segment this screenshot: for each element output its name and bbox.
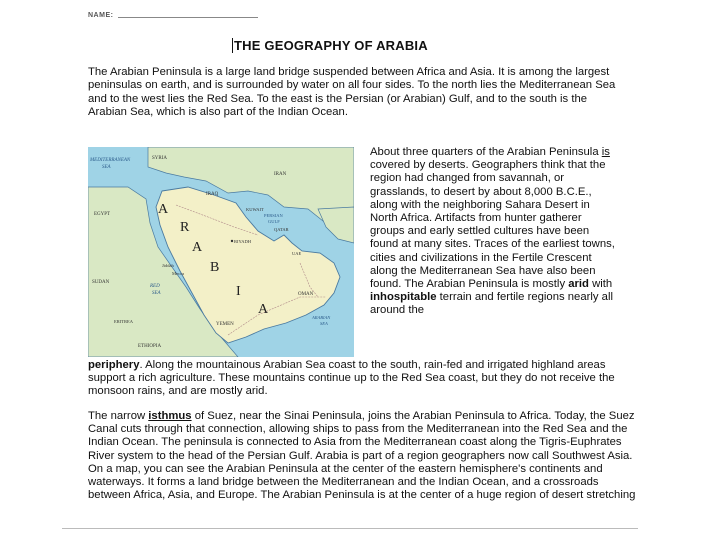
arabia-letter-6: A [258,302,269,317]
label-persian: PERSIAN [264,213,283,218]
arabia-letter-5: I [236,284,241,299]
deserts-paragraph [370,146,618,318]
label-yemen: YEMEN [216,322,234,327]
label-egypt: EGYPT [94,212,111,217]
arabia-letter-3: A [192,240,203,255]
deserts-text-2: covered by deserts. Geographers think that the region had changed from savannah, or grasslands, to desert by about 8,000 B.C.E., along with the neighboring Sahara Desert in North Africa. Artifacts from hunter gatherer groups and early settled cultures have been found at many sites. Traces of the earliest towns, cities and civilizations in the Fertile Crescent along the Mediterranean Sea have also been found. The Arabian Peninsula is mostly [370,159,615,291]
arid-term: arid [568,278,589,291]
label-eritrea: ERITREA [114,319,133,324]
label-red-sea: SEA [152,291,161,296]
inhospitable-term: inhospitable [370,291,437,304]
name-field [88,12,258,19]
label-iraq: IRAQ [206,192,219,197]
arabia-letter-4: B [210,260,220,275]
isthmus-text-1: The narrow [88,410,149,422]
label-ethiopia: ETHIOPIA [138,344,162,349]
label-iran: IRAN [274,172,287,177]
page-bottom-rule [62,528,638,529]
label-gulf: GULF [268,219,280,224]
label-red: RED [150,284,160,289]
arabia-map-svg [88,147,354,357]
name-blank-line[interactable] [118,17,258,18]
label-sudan: SUDAN [92,280,110,285]
label-oman: OMAN [298,292,314,297]
page-title: THE GEOGRAPHY OF ARABIA [234,38,428,53]
arabia-letter-2: R [180,220,190,235]
deserts-text-3: terrain and fertile regions nearly all around the [370,291,613,317]
iran-east-land [318,207,354,243]
label-riyadh: RIYADH [234,239,252,244]
isthmus-paragraph [88,410,636,502]
periphery-text: . Along the mountainous Arabian Sea coast to the south, rain-fed and irrigated highland areas support a rich agriculture. These mountains continue up to the Red Sea coast, but they do not receive the monsoon rains, and are mostly arid. [88,359,615,398]
label-jiddah: Jiddah [162,263,174,268]
label-syria: SYRIA [152,156,168,161]
label-arabian-sea: SEA [320,321,328,326]
label-mecca: Mecca [172,271,184,276]
isthmus-text-2: of Suez, near the Sinai Peninsula, joins the Arabian Peninsula to Africa. Today, the Suez Canal cuts through that connection, allowing ships to pass from the Mediterranean into the Red Sea and the Indian Ocean. The peninsula is connected to Asia from the Mediterranean coast along the Tigris-Euphrates River system to the head of the Persian Gulf. Arabia is part of a region geographers now call Southwest Asia. On a map, you can see the Arabian Peninsula at the center of the eastern hemisphere's continents and waterways. It forms a land bridge between the Mediterranean and the Indian Ocean, and a crossroads between Africa, Asia, and Europe. The Arabian Peninsula is at the center of a huge region of desert stretching [88,410,636,502]
label-kuwait: KUWAIT [246,207,264,212]
periphery-paragraph [88,359,636,399]
intro-paragraph: The Arabian Peninsula is a large land bridge suspended between Africa and Asia. It is among the largest peninsulas on earth, and is surrounded by water on all four sides. To the north lies the Mediterranean Sea and to the west lies the Red Sea. To the east is the Persian (or Arabian) Gulf, and to the south is the Arabian Sea, which is also part of the Indian Ocean. [88,66,616,118]
arabia-map [88,147,354,357]
with-word: with [588,278,613,291]
is-word: is [601,146,610,158]
riyadh-dot [231,240,233,242]
isthmus-term: isthmus [148,410,192,422]
periphery-term: periphery [88,359,140,371]
deserts-text-1: About three quarters of the Arabian Peninsula [370,146,602,158]
label-mediterranean: MEDITERRANEAN [90,158,131,163]
label-med-sea: SEA [102,165,111,170]
label-qatar: QATAR [274,227,289,232]
name-label: NAME: [88,12,116,19]
arabia-letter-1: A [158,202,169,217]
label-uae: UAE [292,251,302,256]
label-arabian: ARABIAN [312,315,331,320]
